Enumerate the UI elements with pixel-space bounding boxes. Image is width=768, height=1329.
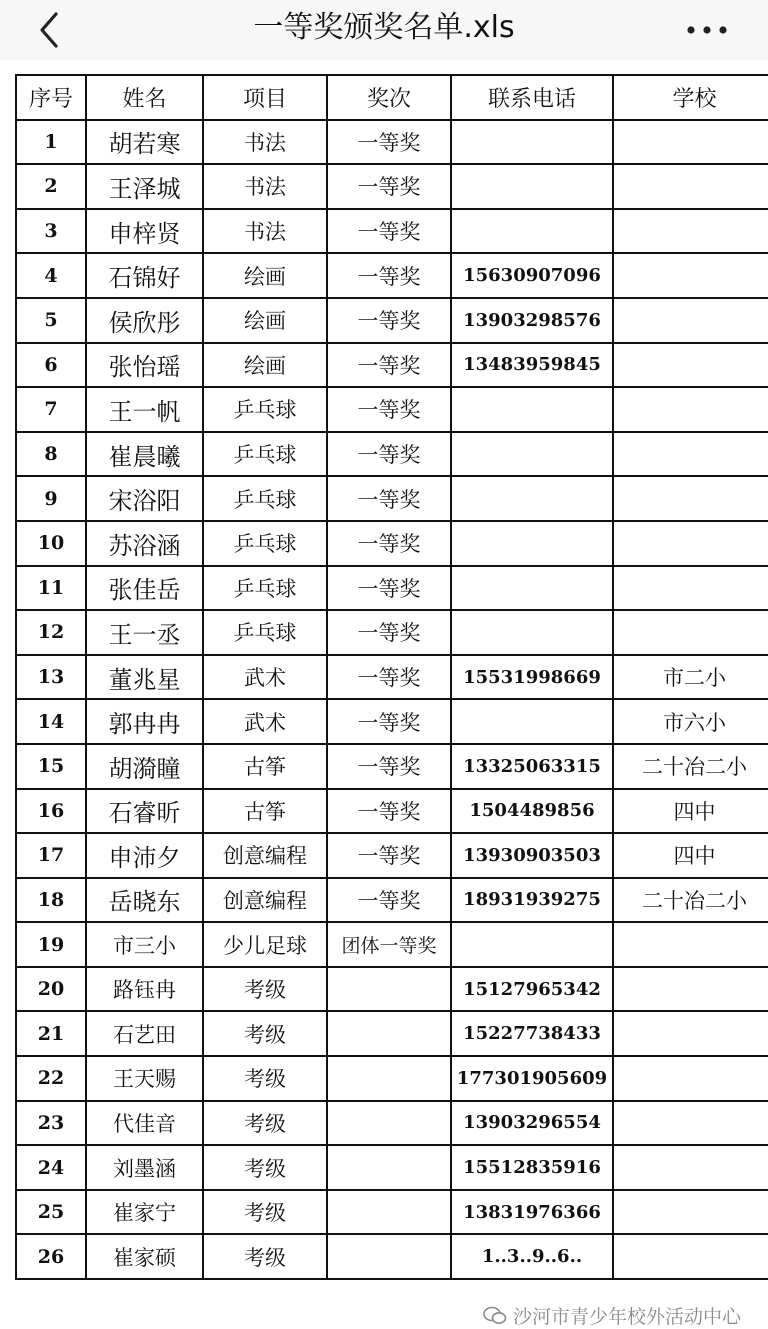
more-dots-icon: [682, 10, 732, 50]
cell-project[interactable]: 乒乓球: [203, 476, 327, 521]
cell-no[interactable]: 6: [16, 343, 86, 388]
cell-school[interactable]: 四中: [613, 833, 768, 878]
cell-school[interactable]: [613, 432, 768, 477]
cell-name[interactable]: 苏浴涵: [86, 521, 203, 566]
table-row: [16, 922, 768, 967]
cell-name[interactable]: 侯欣彤: [86, 298, 203, 343]
cell-no[interactable]: 16: [16, 789, 86, 834]
cell-phone[interactable]: [451, 164, 613, 209]
table-row: [16, 432, 768, 477]
table-row: [16, 833, 768, 878]
cell-name[interactable]: 董兆星: [86, 655, 203, 700]
cell-phone[interactable]: [451, 209, 613, 254]
table-row: [16, 387, 768, 432]
table-row: [16, 655, 768, 700]
cell-name[interactable]: 刘墨涵: [86, 1145, 203, 1190]
cell-award[interactable]: 一等奖: [327, 699, 451, 744]
cell-name[interactable]: 岳晓东: [86, 878, 203, 923]
cell-award[interactable]: [327, 1145, 451, 1190]
cell-award[interactable]: 一等奖: [327, 655, 451, 700]
cell-school[interactable]: [613, 1011, 768, 1056]
cell-school[interactable]: [613, 476, 768, 521]
cell-no[interactable]: 26: [16, 1234, 86, 1279]
top-bar: [0, 0, 768, 60]
cell-phone[interactable]: [451, 387, 613, 432]
spreadsheet-view[interactable]: [0, 60, 768, 1328]
table-row: [16, 878, 768, 923]
cell-award[interactable]: 一等奖: [327, 387, 451, 432]
cell-project[interactable]: 绘画: [203, 253, 327, 298]
cell-no[interactable]: 9: [16, 476, 86, 521]
cell-award[interactable]: 一等奖: [327, 566, 451, 611]
cell-phone[interactable]: [451, 521, 613, 566]
cell-no[interactable]: 2: [16, 164, 86, 209]
cell-school[interactable]: [613, 343, 768, 388]
cell-no[interactable]: 22: [16, 1056, 86, 1101]
cell-award[interactable]: 一等奖: [327, 120, 451, 165]
cell-school[interactable]: [613, 967, 768, 1012]
table-row: [16, 164, 768, 209]
cell-name[interactable]: 宋浴阳: [86, 476, 203, 521]
cell-school[interactable]: [613, 253, 768, 298]
cell-award[interactable]: [327, 1101, 451, 1146]
cell-no[interactable]: 12: [16, 610, 86, 655]
cell-project[interactable]: 武术: [203, 655, 327, 700]
table-row: [16, 789, 768, 834]
cell-phone[interactable]: 1..3..9..6..: [451, 1234, 613, 1279]
file-title: 一等奖颁奖名单.xls: [253, 10, 515, 45]
cell-name[interactable]: 王一丞: [86, 610, 203, 655]
cell-no[interactable]: 14: [16, 699, 86, 744]
cell-award[interactable]: 一等奖: [327, 789, 451, 834]
cell-school[interactable]: [613, 1101, 768, 1146]
cell-award[interactable]: 一等奖: [327, 833, 451, 878]
cell-project[interactable]: 书法: [203, 164, 327, 209]
cell-phone[interactable]: 13930903503: [451, 833, 613, 878]
cell-phone[interactable]: [451, 610, 613, 655]
cell-school[interactable]: [613, 922, 768, 967]
cell-name[interactable]: 石睿昕: [86, 789, 203, 834]
cell-award[interactable]: 一等奖: [327, 209, 451, 254]
cell-school[interactable]: 二十冶二小: [613, 744, 768, 789]
cell-school[interactable]: 市六小: [613, 699, 768, 744]
table-row: [16, 343, 768, 388]
header-project[interactable]: 项目: [203, 75, 327, 120]
table-row: [16, 476, 768, 521]
cell-award[interactable]: 一等奖: [327, 164, 451, 209]
cell-name[interactable]: 崔家硕: [86, 1234, 203, 1279]
table-row: [16, 120, 768, 165]
cell-no[interactable]: 15: [16, 744, 86, 789]
cell-phone[interactable]: [451, 120, 613, 165]
cell-phone[interactable]: 18931939275: [451, 878, 613, 923]
table-row: [16, 298, 768, 343]
cell-school[interactable]: 四中: [613, 789, 768, 834]
table-row: [16, 566, 768, 611]
cell-phone[interactable]: 15512835916: [451, 1145, 613, 1190]
cell-name[interactable]: 崔晨曦: [86, 432, 203, 477]
cell-phone[interactable]: 13483959845: [451, 343, 613, 388]
cell-award[interactable]: 一等奖: [327, 878, 451, 923]
table-row: [16, 1101, 768, 1146]
cell-school[interactable]: [613, 298, 768, 343]
cell-phone[interactable]: 13903298576: [451, 298, 613, 343]
cell-award[interactable]: [327, 1011, 451, 1056]
cell-no[interactable]: 19: [16, 922, 86, 967]
watermark-text: 沙河市青少年校外活动中心: [513, 1306, 742, 1328]
watermark: [483, 1302, 741, 1329]
cell-project[interactable]: 考级: [203, 1234, 327, 1279]
cell-name[interactable]: 王一帆: [86, 387, 203, 432]
cell-no[interactable]: 20: [16, 967, 86, 1012]
table-row: [16, 1234, 768, 1279]
cell-award[interactable]: [327, 1056, 451, 1101]
wechat-icon: [483, 1306, 507, 1326]
cell-phone[interactable]: 15630907096: [451, 253, 613, 298]
cell-no[interactable]: 13: [16, 655, 86, 700]
cell-phone[interactable]: [451, 699, 613, 744]
cell-project[interactable]: 乒乓球: [203, 521, 327, 566]
cell-school[interactable]: [613, 209, 768, 254]
cell-no[interactable]: 23: [16, 1101, 86, 1146]
table-row: [16, 253, 768, 298]
cell-project[interactable]: 考级: [203, 1101, 327, 1146]
cell-project[interactable]: 少儿足球: [203, 922, 327, 967]
table-row: [16, 699, 768, 744]
cell-phone[interactable]: 15227738433: [451, 1011, 613, 1056]
cell-project[interactable]: 考级: [203, 1011, 327, 1056]
table-row: [16, 1056, 768, 1101]
cell-project[interactable]: 乒乓球: [203, 432, 327, 477]
cell-name[interactable]: 申梓贤: [86, 209, 203, 254]
cell-project[interactable]: 考级: [203, 1056, 327, 1101]
cell-no[interactable]: 17: [16, 833, 86, 878]
table-row: [16, 1011, 768, 1056]
cell-no[interactable]: 3: [16, 209, 86, 254]
cell-phone[interactable]: [451, 922, 613, 967]
cell-phone[interactable]: 13325063315: [451, 744, 613, 789]
cell-school[interactable]: [613, 1056, 768, 1101]
cell-award[interactable]: [327, 967, 451, 1012]
table-row: [16, 967, 768, 1012]
cell-school[interactable]: [613, 566, 768, 611]
cell-phone[interactable]: 13831976366: [451, 1190, 613, 1235]
cell-phone[interactable]: 15127965342: [451, 967, 613, 1012]
cell-name[interactable]: 张佳岳: [86, 566, 203, 611]
cell-school[interactable]: [613, 164, 768, 209]
table-row: [16, 209, 768, 254]
header-name[interactable]: 姓名: [86, 75, 203, 120]
cell-project[interactable]: 书法: [203, 209, 327, 254]
cell-award[interactable]: 一等奖: [327, 476, 451, 521]
cell-name[interactable]: 崔家宁: [86, 1190, 203, 1235]
cell-school[interactable]: [613, 1190, 768, 1235]
table-row: [16, 1190, 768, 1235]
table-row: [16, 610, 768, 655]
cell-project[interactable]: 绘画: [203, 343, 327, 388]
cell-school[interactable]: [613, 120, 768, 165]
header-phone[interactable]: 联系电话: [451, 75, 613, 120]
cell-project[interactable]: 古筝: [203, 744, 327, 789]
cell-name[interactable]: 代佳音: [86, 1101, 203, 1146]
cell-no[interactable]: 5: [16, 298, 86, 343]
cell-award[interactable]: [327, 1234, 451, 1279]
cell-no[interactable]: 8: [16, 432, 86, 477]
table-row: [16, 521, 768, 566]
cell-phone[interactable]: 13903296554: [451, 1101, 613, 1146]
cell-no[interactable]: 4: [16, 253, 86, 298]
cell-project[interactable]: 创意编程: [203, 833, 327, 878]
cell-phone[interactable]: [451, 566, 613, 611]
cell-project[interactable]: 武术: [203, 699, 327, 744]
cell-school[interactable]: [613, 387, 768, 432]
cell-name[interactable]: 石艺田: [86, 1011, 203, 1056]
cell-award[interactable]: 一等奖: [327, 343, 451, 388]
cell-phone[interactable]: 1504489856: [451, 789, 613, 834]
cell-award[interactable]: 一等奖: [327, 610, 451, 655]
cell-no[interactable]: 7: [16, 387, 86, 432]
cell-project[interactable]: 乒乓球: [203, 566, 327, 611]
cell-school[interactable]: [613, 1145, 768, 1190]
cell-project[interactable]: 考级: [203, 1190, 327, 1235]
cell-name[interactable]: 王天赐: [86, 1056, 203, 1101]
cell-school[interactable]: [613, 1234, 768, 1279]
cell-phone[interactable]: [451, 476, 613, 521]
cell-project[interactable]: 考级: [203, 1145, 327, 1190]
table-row: [16, 1145, 768, 1190]
cell-no[interactable]: 25: [16, 1190, 86, 1235]
cell-name[interactable]: 胡若寒: [86, 120, 203, 165]
cell-project[interactable]: 考级: [203, 967, 327, 1012]
table-row: [16, 744, 768, 789]
more-button[interactable]: [682, 10, 732, 50]
cell-no[interactable]: 1: [16, 120, 86, 165]
cell-no[interactable]: 21: [16, 1011, 86, 1056]
cell-phone[interactable]: [451, 432, 613, 477]
header-award[interactable]: 奖次: [327, 75, 451, 120]
cell-name[interactable]: 郭冉冉: [86, 699, 203, 744]
cell-award[interactable]: 一等奖: [327, 432, 451, 477]
cell-award[interactable]: [327, 1190, 451, 1235]
cell-school[interactable]: [613, 610, 768, 655]
cell-project[interactable]: 创意编程: [203, 878, 327, 923]
cell-no[interactable]: 18: [16, 878, 86, 923]
cell-project[interactable]: 绘画: [203, 298, 327, 343]
cell-school[interactable]: 市二小: [613, 655, 768, 700]
cell-name[interactable]: 胡漪瞳: [86, 744, 203, 789]
cell-award[interactable]: 一等奖: [327, 253, 451, 298]
cell-school[interactable]: 二十冶二小: [613, 878, 768, 923]
cell-no[interactable]: 24: [16, 1145, 86, 1190]
cell-award[interactable]: 一等奖: [327, 744, 451, 789]
cell-award[interactable]: 一等奖: [327, 521, 451, 566]
cell-no[interactable]: 11: [16, 566, 86, 611]
cell-phone[interactable]: 177301905609: [451, 1056, 613, 1101]
cell-name[interactable]: 申沛夕: [86, 833, 203, 878]
cell-name[interactable]: 路钰冉: [86, 967, 203, 1012]
cell-name[interactable]: 市三小: [86, 922, 203, 967]
cell-school[interactable]: [613, 521, 768, 566]
cell-award[interactable]: 一等奖: [327, 298, 451, 343]
award-table: [15, 74, 768, 1280]
cell-phone[interactable]: 15531998669: [451, 655, 613, 700]
cell-project[interactable]: 书法: [203, 120, 327, 165]
cell-no[interactable]: 10: [16, 521, 86, 566]
cell-name[interactable]: 张怡瑶: [86, 343, 203, 388]
cell-name[interactable]: 王泽城: [86, 164, 203, 209]
header-no[interactable]: 序号: [16, 75, 86, 120]
table-header-row: [16, 75, 768, 120]
cell-project[interactable]: 乒乓球: [203, 610, 327, 655]
cell-project[interactable]: 古筝: [203, 789, 327, 834]
cell-name[interactable]: 石锦好: [86, 253, 203, 298]
cell-project[interactable]: 乒乓球: [203, 387, 327, 432]
header-school[interactable]: 学校: [613, 75, 768, 120]
cell-award[interactable]: 团体一等奖: [327, 922, 451, 967]
